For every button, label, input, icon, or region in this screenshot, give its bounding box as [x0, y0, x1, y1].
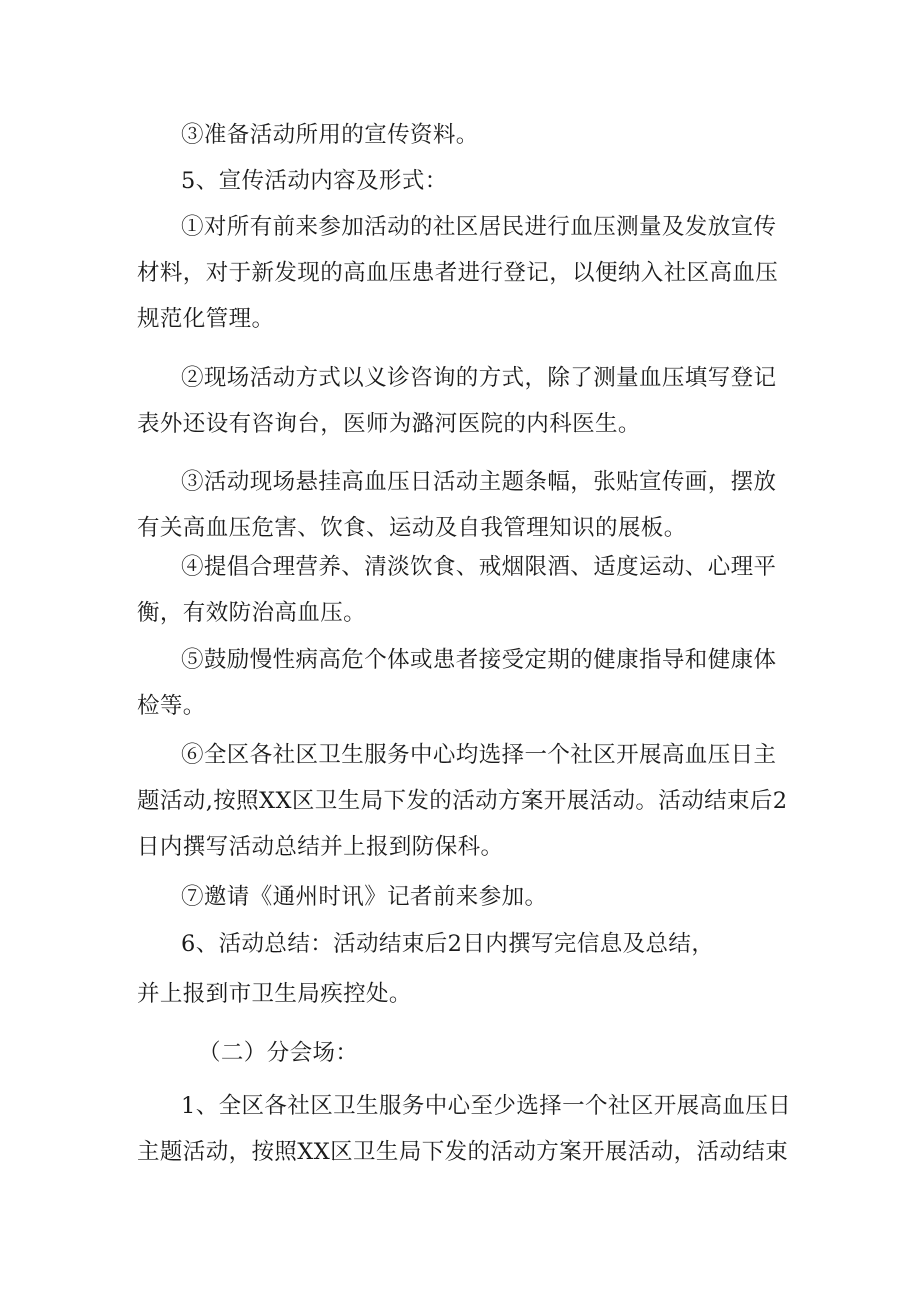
paragraph-item-5: ⑤鼓励慢性病高危个体或患者接受定期的健康指导和健康体检等。 [137, 647, 777, 719]
paragraph-item-2: ②现场活动方式以义诊咨询的方式，除了测量血压填写登记表外还设有咨询台，医师为潞河医院的内科医生。 [137, 365, 777, 437]
paragraph-subsection-item-1: 1、全区各社区卫生服务中心至少选择一个社区开展高血压日主题活动，按照XX区卫生局下发的活动方案开展活动，活动结束 [137, 1093, 792, 1165]
paragraph-item-6: ⑥全区各社区卫生服务中心均选择一个社区开展高血压日主题活动,按照XX区卫生局下发的活动方案开展活动。活动结束后2日内撰写活动总结并上报到防保科。 [137, 742, 788, 860]
paragraph-section-6-continuation: 并上报到市卫生局疾控处。 [137, 981, 412, 1007]
paragraph-item-4: ④提倡合理营养、清淡饮食、戒烟限酒、适度运动、心理平衡，有效防治高血压。 [137, 554, 777, 626]
paragraph-section-6-summary: 6、活动总结：活动结束后2日内撰写完信息及总结， [181, 931, 715, 957]
paragraph-section-5-heading: 5、宣传活动内容及形式： [181, 168, 448, 194]
paragraph-item-7: ⑦邀请《通州时讯》记者前来参加。 [181, 884, 548, 910]
paragraph-item-1: ①对所有前来参加活动的社区居民进行血压测量及发放宣传材料，对于新发现的高血压患者进行登记，以便纳入社区高血压规范化管理。 [137, 214, 779, 332]
paragraph-item-3: ③活动现场悬挂高血压日活动主题条幅，张贴宣传画，摆放有关高血压危害、饮食、运动及自我管理知识的展板。 [137, 469, 777, 541]
paragraph-prep-materials: ③准备活动所用的宣传资料。 [181, 122, 479, 148]
paragraph-subsection-heading: （二）分会场： [198, 1040, 359, 1066]
